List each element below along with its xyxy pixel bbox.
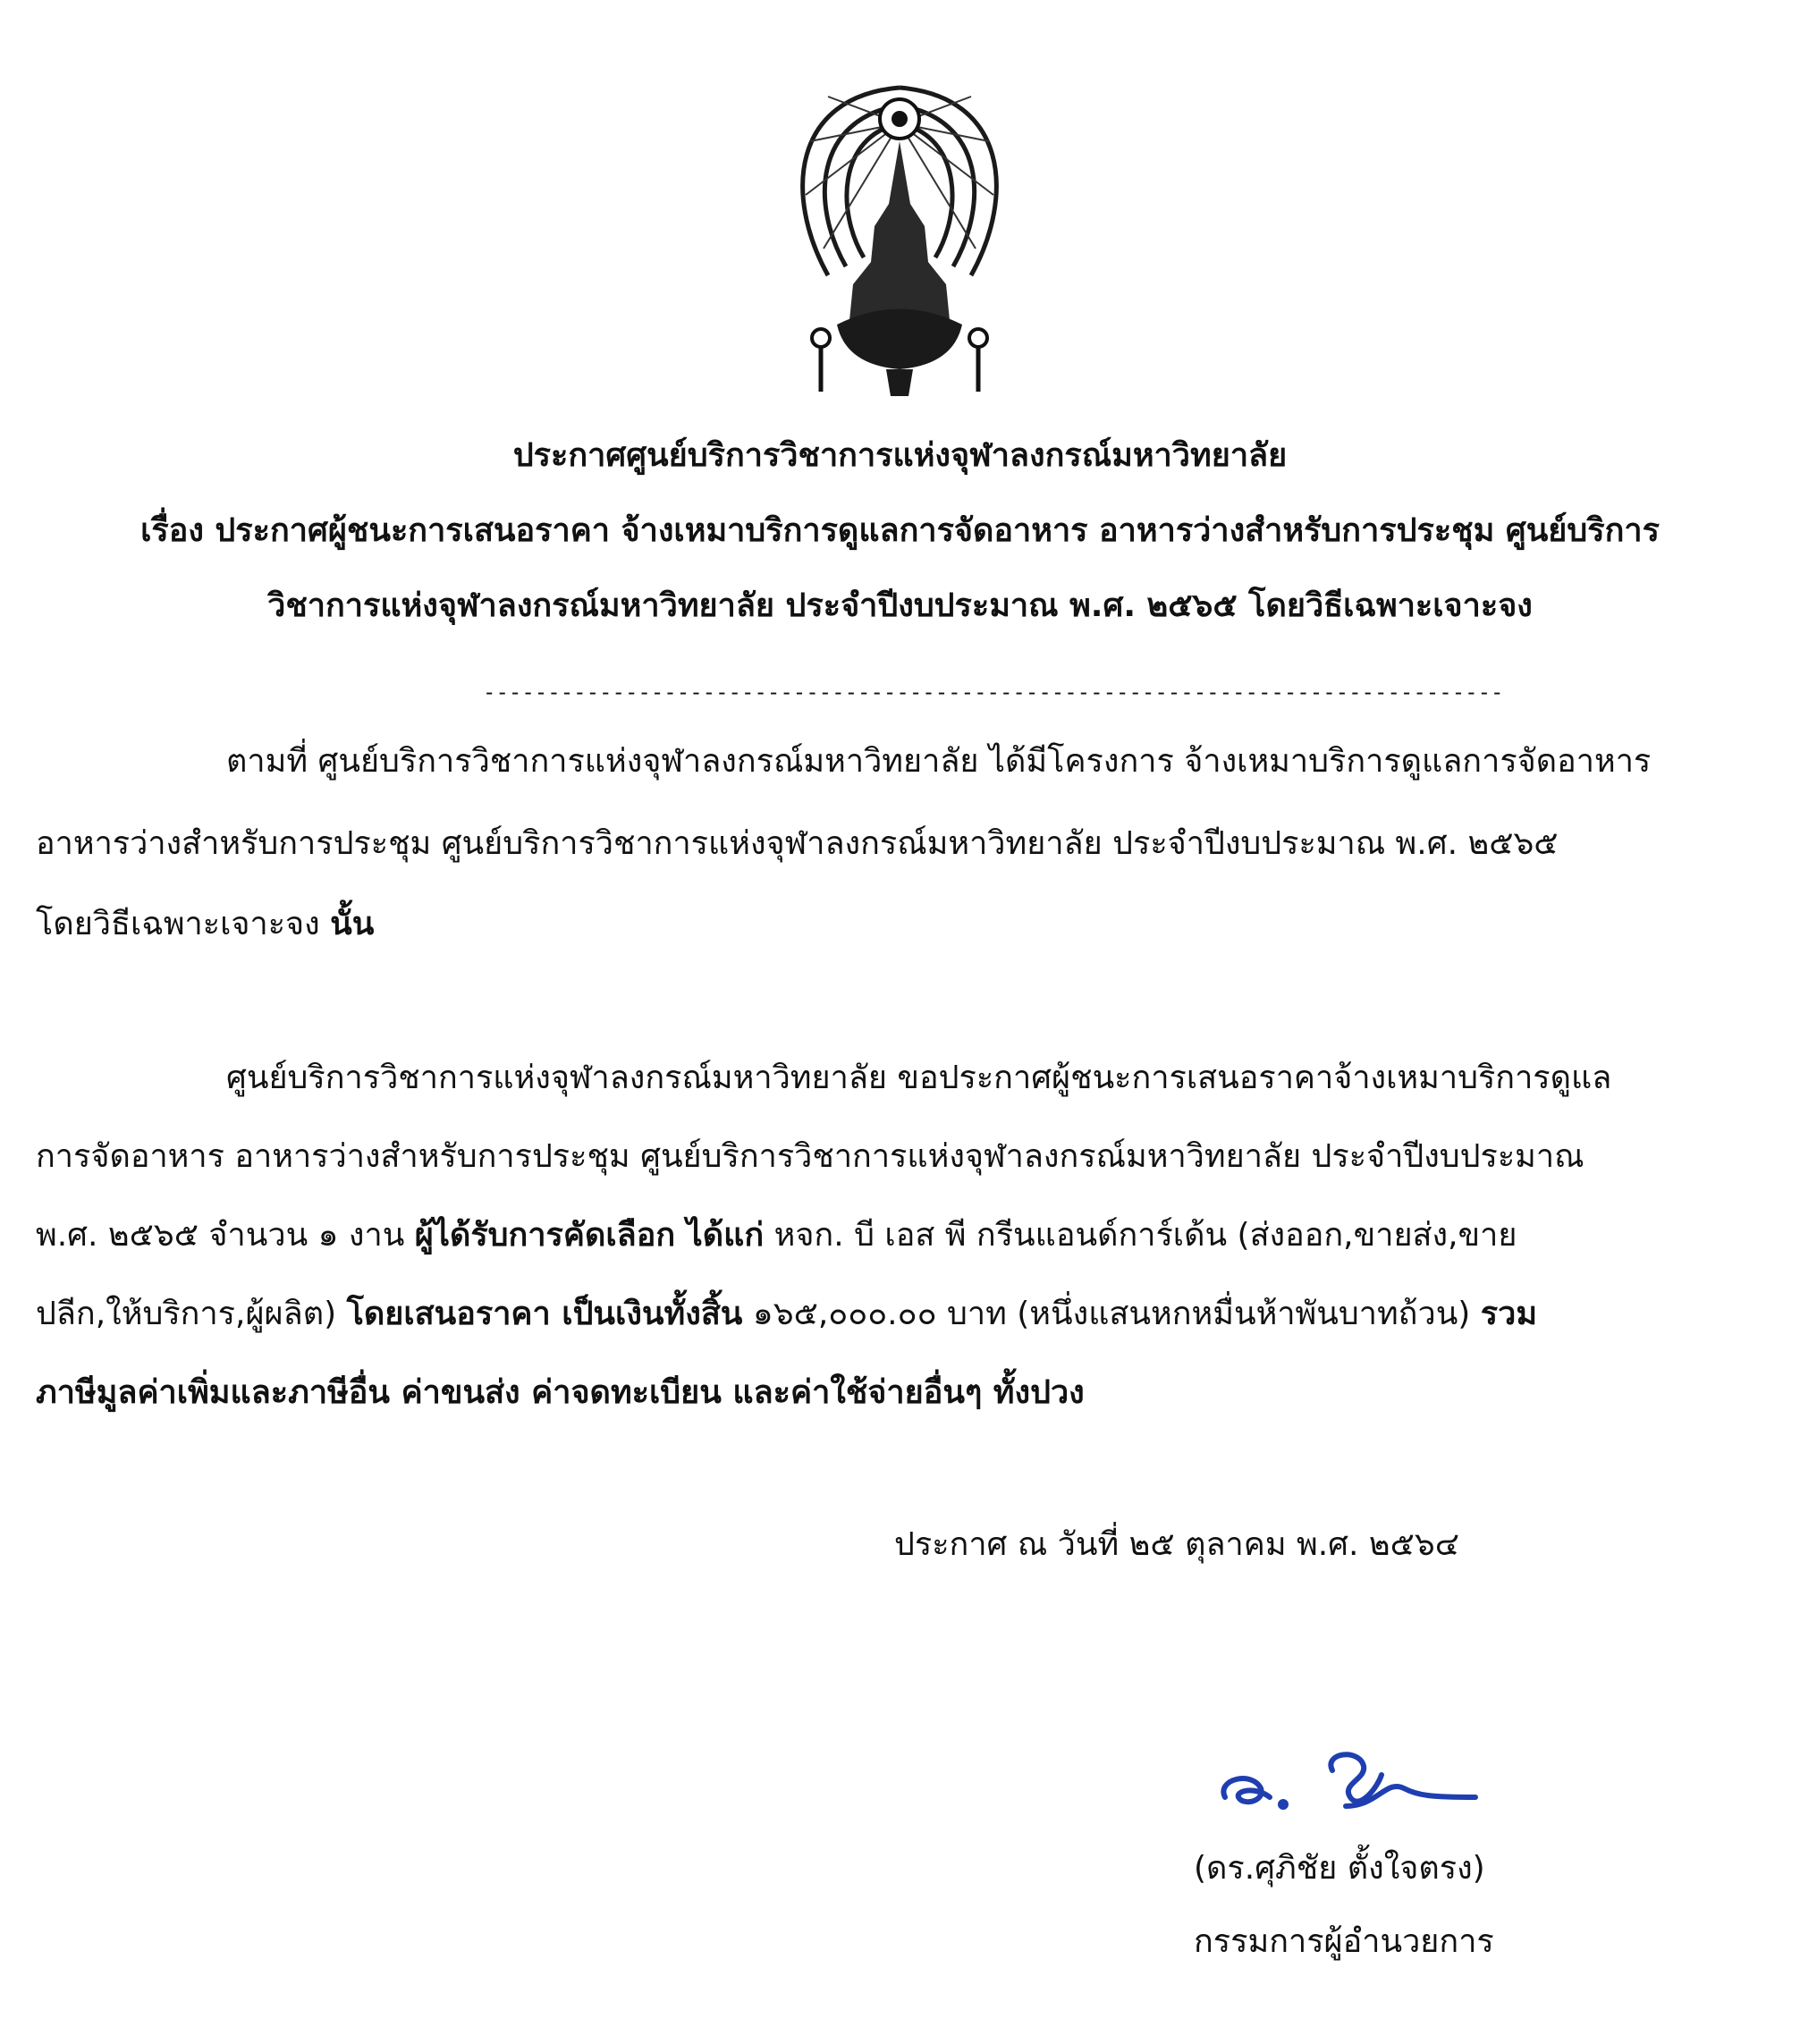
signatory-name: (ดร.ศุภิชัย ตั้งใจตรง) (1194, 1850, 1485, 1887)
para2-line4-d: รวม (1480, 1296, 1538, 1332)
university-emblem (774, 70, 1025, 427)
para2-line3 (36, 1216, 1517, 1254)
subject-label: เรื่อง ประกาศผู้ชนะการเสนอราคา (140, 512, 610, 549)
para1-line3 (36, 905, 374, 943)
para2-line3-b: ผู้ได้รับการคัดเลือก ได้แก่ (414, 1217, 765, 1254)
para2-line4 (36, 1295, 1537, 1333)
para2-line3-a: พ.ศ. ๒๕๖๕ จำนวน ๑ งาน (36, 1217, 415, 1254)
signatory-position: กรรมการผู้อำนวยการ (1194, 1923, 1494, 1960)
para1-line1: ตามที่ ศูนย์บริการวิชาการแห่งจุฬาลงกรณ์มหาวิทยาลัย ได้มีโครงการ จ้างเหมาบริการดูแลการจัดอาหาร (226, 743, 1652, 780)
para2-line4-a: ปลีก,ให้บริการ,ผู้ผลิต) (36, 1296, 347, 1332)
para2-line3-c: หจก. บี เอส พี กรีนแอนด์การ์เด้น (ส่งออก,ขายส่ง,ขาย (764, 1217, 1517, 1254)
para2-line5: ภาษีมูลค่าเพิ่มและภาษีอื่น ค่าขนส่ง ค่าจดทะเบียน และค่าใช้จ่ายอื่นๆ ทั้งปวง (36, 1374, 1085, 1411)
subject-text-1: จ้างเหมาบริการดูแลการจัดอาหาร อาหารว่างสำหรับการประชุม ศูนย์บริการ (610, 512, 1660, 549)
announce-date: ประกาศ ณ วันที่ ๒๕ ตุลาคม พ.ศ. ๒๕๖๔ (894, 1526, 1459, 1563)
para2-line2: การจัดอาหาร อาหารว่างสำหรับการประชุม ศูนย์บริการวิชาการแห่งจุฬาลงกรณ์มหาวิทยาลัย ประจำปีงบประมาณ (36, 1138, 1585, 1175)
divider-line: ------------------------------------------------------------------------------- (483, 680, 1504, 705)
para2-line1: ศูนย์บริการวิชาการแห่งจุฬาลงกรณ์มหาวิทยาลัย ขอประกาศผู้ชนะการเสนอราคาจ้างเหมาบริการดูแล (226, 1060, 1612, 1096)
para2-line4-b: โดยเสนอราคา เป็นเงินทั้งสิ้น (346, 1296, 743, 1332)
announcement-title: ประกาศศูนย์บริการวิชาการแห่งจุฬาลงกรณ์มหาวิทยาลัย (512, 437, 1288, 474)
para1-line2: อาหารว่างสำหรับการประชุม ศูนย์บริการวิชาการแห่งจุฬาลงกรณ์มหาวิทยาลัย ประจำปีงบประมาณ พ.ศ. ๒๕๖๕ (36, 825, 1559, 862)
para1-line3-text: โดยวิธีเฉพาะเจาะจง (36, 906, 331, 942)
subject-line-1 (36, 511, 1764, 550)
subject-line-2: วิชาการแห่งจุฬาลงกรณ์มหาวิทยาลัย ประจำปีงบประมาณ พ.ศ. ๒๕๖๕ โดยวิธีเฉพาะเจาะจง (267, 587, 1533, 624)
para1-line3-end: นั้น (330, 906, 375, 942)
signature (1198, 1735, 1502, 1833)
para2-line4-c: ๑๖๕,๐๐๐.๐๐ บาท (หนึ่งแสนหกหมื่นห้าพันบาทถ้วน) (742, 1296, 1481, 1332)
